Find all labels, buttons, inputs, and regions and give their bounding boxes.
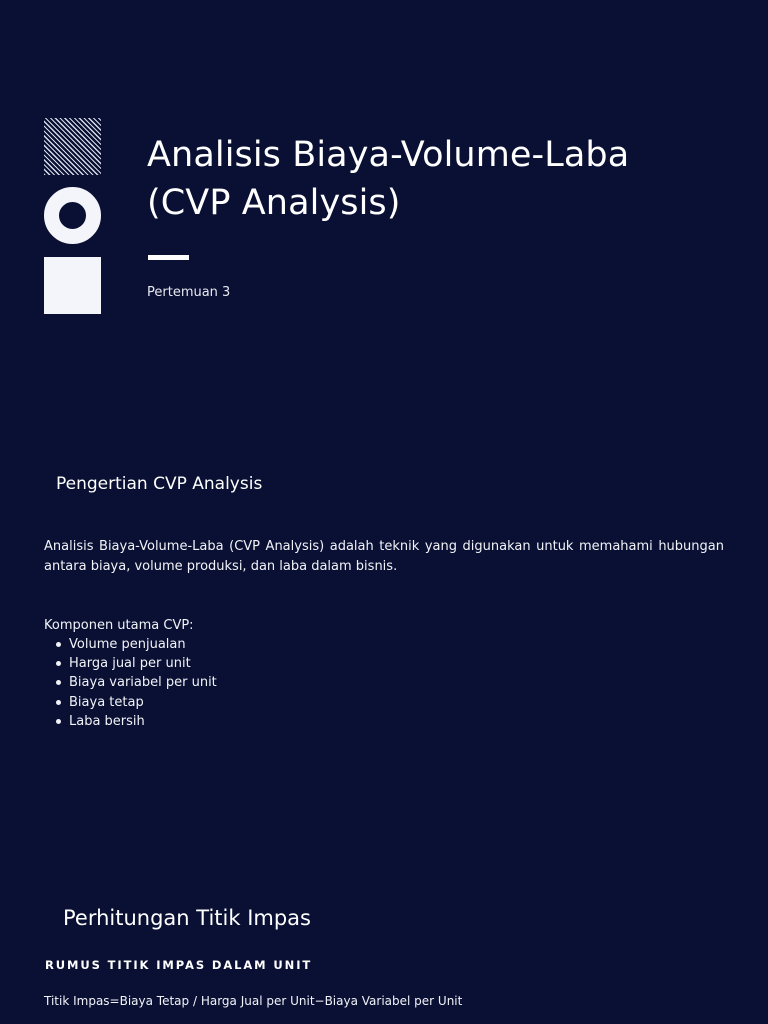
formula-label: RUMUS TITIK IMPAS DALAM UNIT: [45, 958, 313, 972]
page-title: [147, 131, 737, 227]
definition-heading: Pengertian CVP Analysis: [56, 474, 263, 494]
list-item: Volume penjualan: [52, 635, 217, 654]
list-item: Laba bersih: [52, 712, 217, 731]
list-item: Biaya tetap: [52, 693, 217, 712]
list-item: Harga jual per unit: [52, 654, 217, 673]
list-item: Biaya variabel per unit: [52, 673, 217, 692]
title-line-1: Analisis Biaya-Volume-Laba: [147, 135, 630, 175]
striped-square-icon: [44, 118, 101, 175]
ring-icon: [44, 187, 101, 244]
components-list: [52, 635, 217, 731]
page-subtitle: Pertemuan 3: [147, 285, 231, 300]
definition-paragraph: Analisis Biaya-Volume-Laba (CVP Analysis) adalah teknik yang digunakan untuk memahami hubungan antara biaya, volume produksi, dan laba dalam bisnis.: [44, 539, 724, 574]
title-accent-bar: [148, 255, 189, 260]
title-line-2: (CVP Analysis): [147, 183, 401, 223]
breakeven-formula: Titik Impas=Biaya Tetap / Harga Jual per Unit−Biaya Variabel per Unit: [44, 994, 463, 1008]
breakeven-heading: Perhitungan Titik Impas: [63, 906, 311, 930]
solid-square-icon: [44, 257, 101, 314]
components-intro: Komponen utama CVP:: [44, 618, 194, 633]
